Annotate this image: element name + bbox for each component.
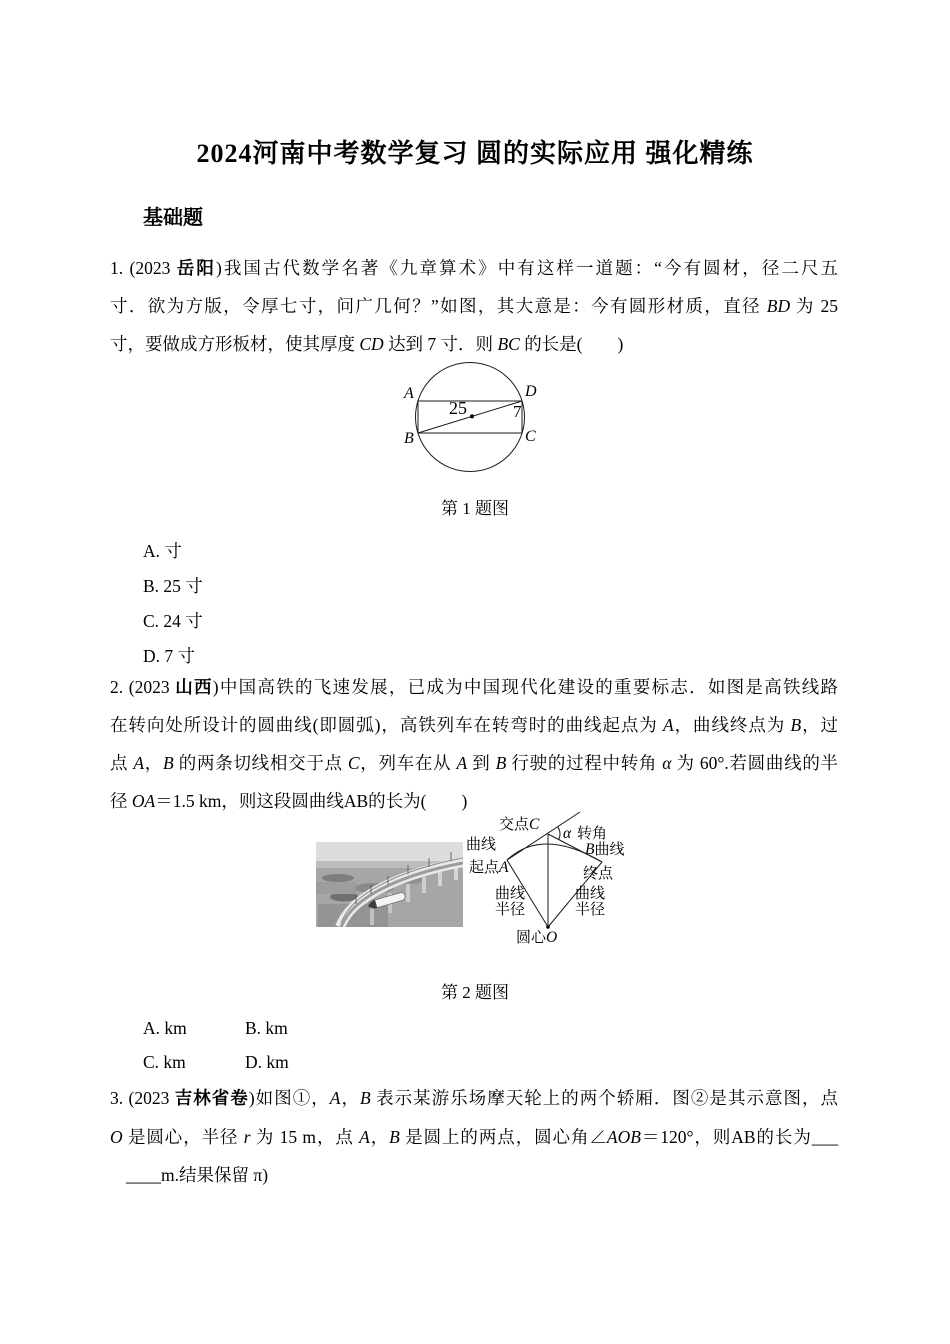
option-2b: B. km	[245, 1018, 288, 1038]
turn-angle-label: 转角	[577, 826, 608, 842]
option-1a: A. 寸	[143, 541, 182, 561]
question-3-line: ____m.结果保留 π)	[126, 1165, 269, 1185]
figure-1-caption: 第 1 题图	[441, 499, 509, 518]
circle-diagram	[390, 356, 570, 484]
page-title: 2024河南中考数学复习 圆的实际应用 强化精练	[196, 139, 754, 168]
train-photo	[316, 842, 463, 927]
diagonal-bd	[418, 401, 522, 433]
section-heading: 基础题	[143, 207, 203, 229]
question-2-line: 2. (2023 山西)中国高铁的飞速发展，已成为中国现代化建设的重要标志．如图是高铁线路	[110, 677, 839, 697]
intersection-c-label: 交点C	[499, 816, 540, 833]
center-dot	[470, 414, 474, 418]
curve-word-label: 曲线	[466, 837, 497, 853]
curve-end-b-label: B曲线	[585, 841, 625, 858]
curve-end-word-label: 终点	[583, 866, 614, 882]
curve-radius-left-label: 曲线 半径	[494, 886, 525, 918]
question-2-line: 在转向处所设计的圆曲线(即圆弧)，高铁列车在转弯时的曲线起点为 A，曲线终点为 B，过	[110, 715, 839, 735]
curve-start-a-label: 起点A	[469, 859, 509, 876]
question-1-line: 寸．欲为方版，令厚七寸，问广几何？”如图，其大意是：今有圆形材质，直径 BD 为 25	[110, 296, 839, 316]
question-2-line: 径 OA＝1.5 km，则这段圆曲线AB的长为( )	[110, 791, 468, 811]
curve-radius-right-label: 曲线 半径	[574, 886, 605, 918]
train-photo-image	[316, 842, 463, 927]
question-1-line: 1. (2023 岳阳)我国古代数学名著《九章算术》中有这样一道题：“今有圆材，径二尺五	[110, 258, 839, 278]
option-1b: B. 25 寸	[143, 576, 203, 596]
question-1-figure	[390, 356, 570, 484]
option-2a: A. km	[143, 1018, 187, 1038]
figure-2-caption: 第 2 题图	[441, 983, 509, 1002]
point-a-label: A	[404, 385, 414, 402]
diameter-value-label: 25	[449, 398, 467, 418]
point-d-label: D	[525, 383, 537, 400]
photo-trees	[322, 874, 354, 882]
point-c-label: C	[525, 428, 536, 445]
question-3-line: 3. (2023 吉林省卷)如图①，A，B 表示某游乐场摩天轮上的两个轿厢．图②是其示意图，点	[110, 1088, 839, 1108]
question-2-line: 点 A，B 的两条切线相交于点 C，列车在从 A 到 B 行驶的过程中转角 α 为 60°.若圆曲线的半	[110, 753, 839, 773]
question-3-line: O 是圆心，半径 r 为 15 m，点 A，B 是圆上的两点，圆心角∠AOB＝120°，则AB的长为___	[110, 1127, 839, 1147]
photo-field-patch	[316, 882, 356, 894]
option-2d: D. km	[245, 1052, 289, 1072]
option-1d: D. 7 寸	[143, 646, 196, 666]
thickness-value-label: 7	[513, 402, 522, 421]
question-1-line: 寸，要做成方形板材，使其厚度 CD 达到 7 寸．则 BC 的长是( )	[110, 334, 624, 354]
circle-center-o-label: 圆心O	[516, 929, 558, 946]
point-b-label: B	[404, 430, 414, 447]
option-2c: C. km	[143, 1052, 186, 1072]
option-1c: C. 24 寸	[143, 611, 203, 631]
alpha-label: α	[563, 825, 572, 842]
curve-sector-diagram	[455, 810, 650, 955]
alpha-angle-arc	[558, 827, 560, 839]
photo-sky	[316, 842, 463, 864]
